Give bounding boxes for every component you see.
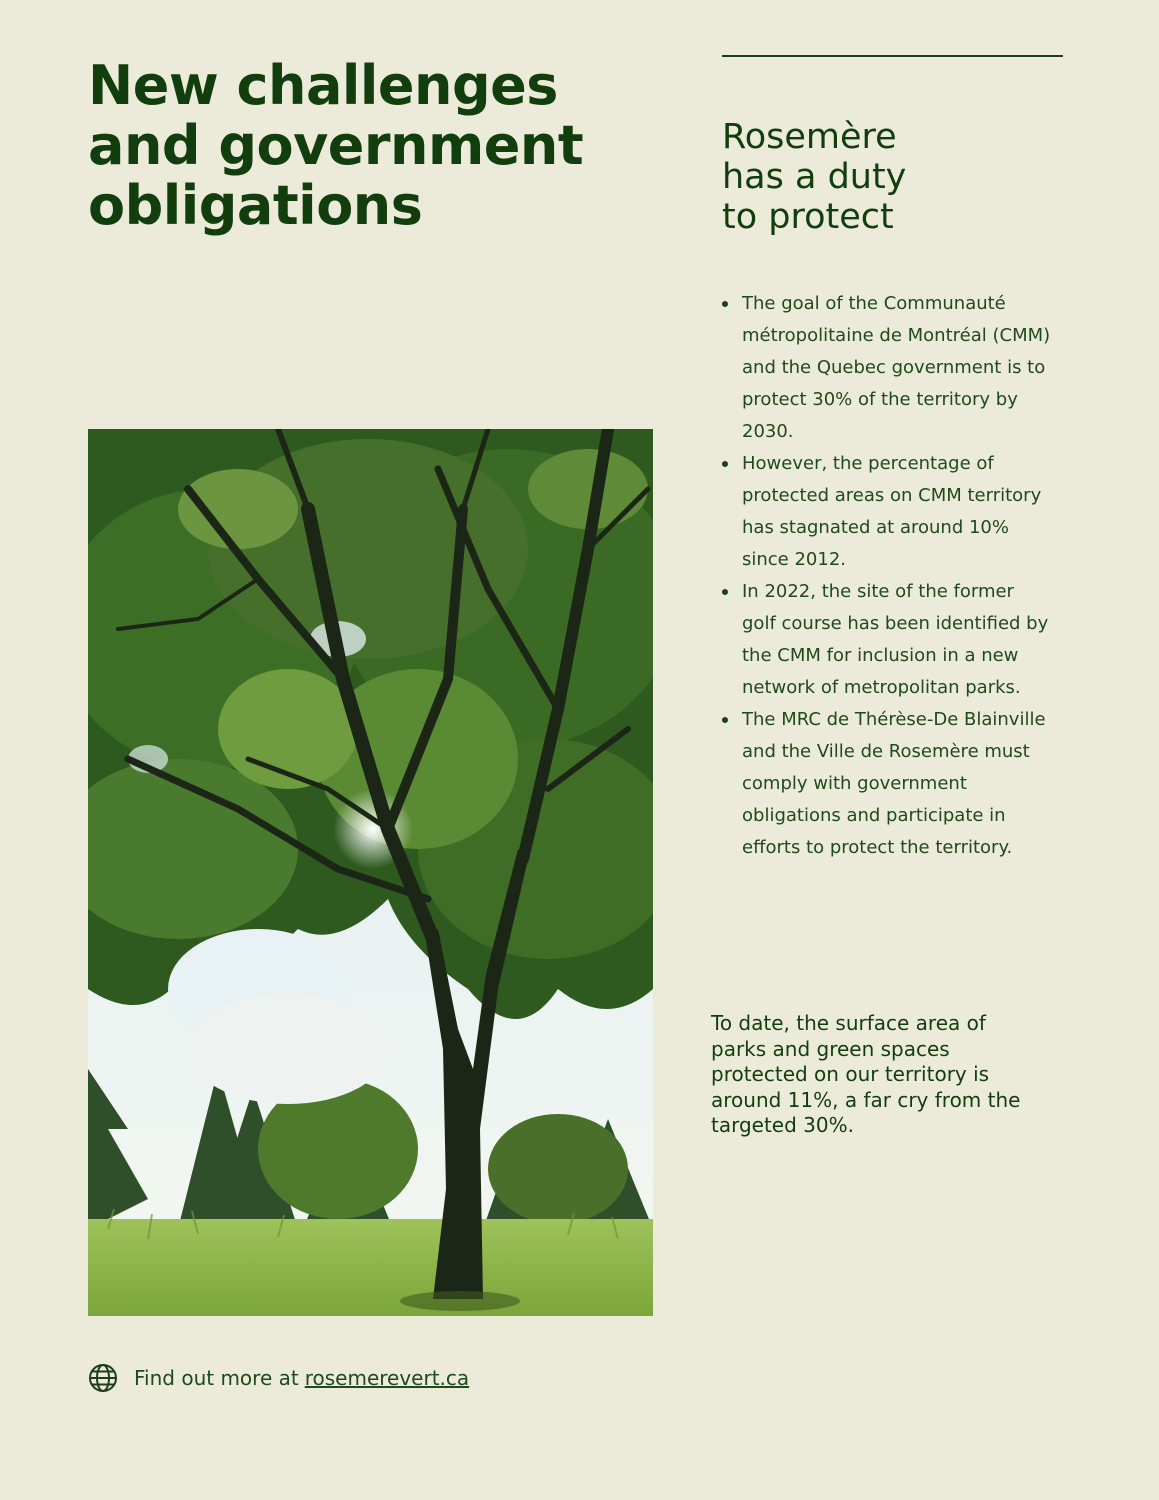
page-title [88, 56, 688, 236]
obligations-list [722, 288, 1052, 864]
list-item: In 2022, the site of the former golf course has been identified by the CMM for inclusion in a new network of metropolitan parks. [722, 576, 1052, 704]
list-item: The MRC de Thérèse-De Blainville and the Ville de Rosemère must comply with government obligations and participate in efforts to protect the territory. [722, 704, 1052, 864]
subtitle-line-3: to protect [722, 197, 894, 237]
divider-line [722, 55, 1063, 57]
website-link[interactable]: rosemerevert.ca [304, 1366, 470, 1390]
section-subtitle [722, 117, 1082, 237]
tree-illustration [88, 429, 653, 1316]
footer-text: Find out more at [134, 1366, 299, 1390]
stat-paragraph: To date, the surface area of parks and green spaces protected on our territory is around 11%, a far cry from the targeted 30%. [711, 1011, 1021, 1137]
subtitle-line-2: has a duty [722, 157, 907, 197]
page-title-line-1: New challenges [88, 54, 558, 117]
list-item: The goal of the Communauté métropolitaine de Montréal (CMM) and the Quebec government is to protect 30% of the territory by 2030. [722, 288, 1052, 448]
tree-photo [88, 429, 653, 1316]
footer [88, 1363, 469, 1393]
page-title-line-3: obligations [88, 174, 423, 237]
subtitle-line-1: Rosemère [722, 117, 897, 157]
list-item: However, the percentage of protected areas on CMM territory has stagnated at around 10% since 2012. [722, 448, 1052, 576]
page-title-line-2: and government [88, 114, 584, 177]
globe-icon [88, 1363, 118, 1393]
